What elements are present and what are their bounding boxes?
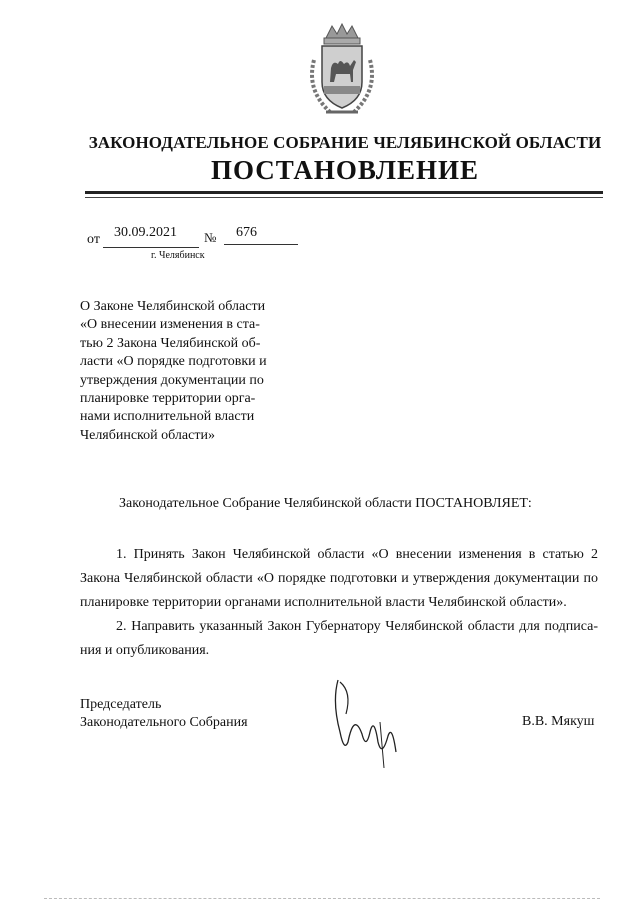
city-label: г. Челябинск <box>151 250 205 261</box>
document-type-title: ПОСТАНОВЛЕНИЕ <box>210 155 480 185</box>
number-sign-label: № <box>204 230 217 245</box>
subject-line: утверждения документации по <box>80 372 264 388</box>
signatory-position-line-2: Законодательного Собрания <box>80 715 248 730</box>
subject-line: тью 2 Закона Челябинской об- <box>80 335 261 351</box>
signatory-name: В.В. Мякуш <box>522 714 595 729</box>
date-underline <box>103 247 199 248</box>
subject-line: нами исполнительной власти <box>80 409 255 425</box>
resolution-item-2: 2. Направить указанный Закон Губернатору Челябинской области для подписа-ния и опубликования. <box>80 619 598 658</box>
subject-line: ласти «О порядке подготовки и <box>80 354 267 370</box>
date-prefix-label: от <box>87 232 100 247</box>
coat-of-arms-emblem <box>300 20 384 120</box>
subject-line: О Законе Челябинской области <box>80 299 266 314</box>
handwritten-signature <box>318 672 408 772</box>
signatory-position-line-1: Председатель <box>80 697 162 712</box>
number-underline <box>224 244 298 245</box>
decree-statement: Законодательное Собрание Челябинской области ПОСТАНОВЛЯЕТ: <box>119 496 532 511</box>
header-divider-thick <box>85 191 603 194</box>
header-divider-thin <box>85 197 603 198</box>
signatory-position <box>80 696 248 732</box>
subject-line: «О внесении изменения в ста- <box>80 317 260 333</box>
subject-line: планировке территории орга- <box>80 391 256 407</box>
document-date: 30.09.2021 <box>114 225 177 240</box>
document-subject <box>80 298 270 445</box>
page-bottom-scan-edge <box>44 898 600 899</box>
coat-of-arms-camel-icon <box>300 20 384 120</box>
resolution-item-1: 1. Принять Закон Челябинской области «О внесении изменения в статью 2 Закона Челябинской области «О порядке подготовки и утверждения документации по планировке территории органами исполнительной власти Челябинской области». <box>80 547 598 610</box>
document-number: 676 <box>236 225 257 240</box>
organization-title: ЗАКОНОДАТЕЛЬНОЕ СОБРАНИЕ ЧЕЛЯБИНСКОЙ ОБЛАСТИ <box>88 133 602 152</box>
subject-line: Челябинской области» <box>80 427 215 443</box>
